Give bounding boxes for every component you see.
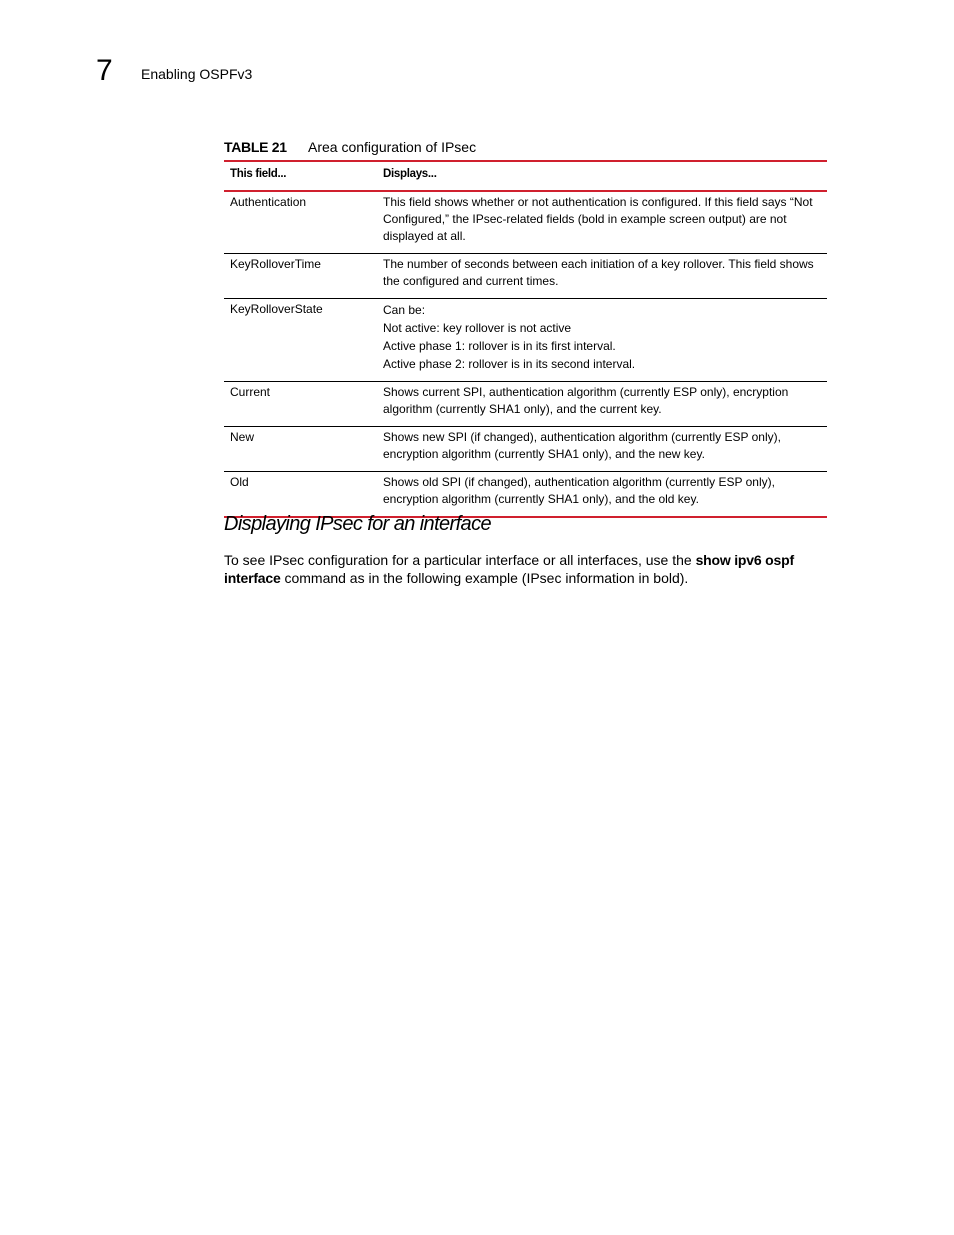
field-name: Current [230,385,271,399]
state-not-active: Not active: key rollover is not active [383,321,572,335]
table-caption [224,138,828,156]
paragraph-text-before: To see IPsec configuration for a particular interface or all interfaces, use the [224,552,696,568]
ipsec-fields-table [224,160,827,518]
column-header-field: This field... [230,168,287,180]
state-intro: Can be: [383,303,426,317]
field-name: New [230,430,255,444]
table-title: Area configuration of IPsec [308,139,477,155]
chapter-title: Enabling OSPFv3 [141,66,253,82]
state-phase-1: Active phase 1: rollover is in its first interval. [383,339,616,353]
field-description [377,299,827,382]
section-heading: Displaying IPsec for an interface [224,513,492,535]
column-header-displays: Displays... [383,168,437,180]
field-description: Shows old SPI (if changed), authentication algorithm (currently ESP only), encryption algorithm (currently SHA1 only), and the old key. [383,475,775,506]
table-row [224,299,827,382]
field-name: KeyRolloverTime [230,257,321,271]
table-row [224,427,827,472]
paragraph-text-after: command as in the following example (IPsec information in bold). [280,570,689,586]
table-row [224,382,827,427]
field-description: This field shows whether or not authentication is configured. If this field says “Not Configured,” the IPsec-related fields (bold in example screen output) are not displayed at all. [383,195,813,243]
field-description: Shows new SPI (if changed), authentication algorithm (currently ESP only), encryption algorithm (currently SHA1 only), and the new key. [383,430,781,461]
chapter-number: 7 [96,54,113,87]
field-name: Old [230,475,249,489]
command-name: show ipv6 ospf interface [224,552,794,586]
table-row [224,254,827,299]
table-number: TABLE 21 [224,139,287,155]
field-description: The number of seconds between each initiation of a key rollover. This field shows the configured and current times. [383,257,814,288]
field-name: KeyRolloverState [230,302,323,316]
table-row [224,191,827,254]
field-name: Authentication [230,195,307,209]
body-paragraph [224,551,828,587]
table-header-row [224,161,827,191]
state-phase-2: Active phase 2: rollover is in its second interval. [383,357,636,371]
field-description: Shows current SPI, authentication algorithm (currently ESP only), encryption algorithm (currently SHA1 only), and the current key. [383,385,789,416]
